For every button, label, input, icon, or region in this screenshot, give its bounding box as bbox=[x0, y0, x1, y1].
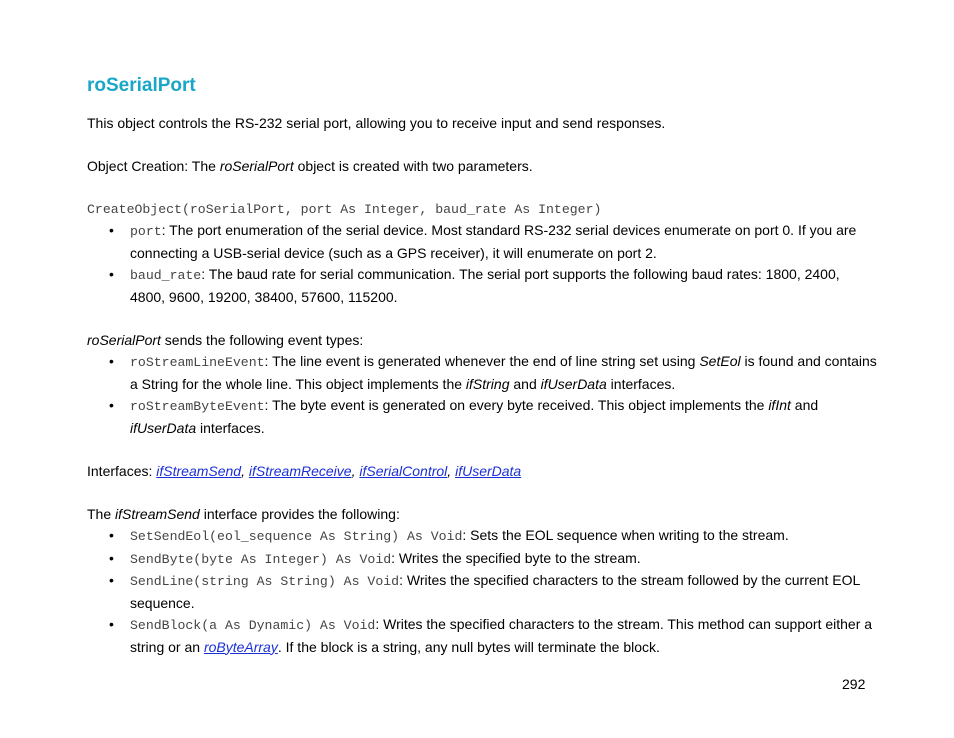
creation-object-name: roSerialPort bbox=[219, 158, 294, 174]
creation-prefix: Object Creation: The bbox=[87, 158, 220, 174]
parameter-list bbox=[87, 220, 877, 308]
list-item bbox=[130, 614, 877, 658]
event-list bbox=[87, 351, 877, 439]
send-intro-paragraph bbox=[87, 504, 877, 525]
send-intro-prefix: The bbox=[87, 506, 116, 522]
link-ifuserdata[interactable]: ifUserData bbox=[455, 463, 522, 479]
events-intro-paragraph bbox=[87, 330, 877, 351]
object-creation-paragraph bbox=[87, 156, 877, 177]
event-text: is found and contains a String for the whole line. This object implements the bbox=[130, 353, 877, 392]
event-text: interfaces. bbox=[606, 375, 676, 392]
event-italic: SetEol bbox=[699, 353, 741, 369]
list-item bbox=[130, 570, 877, 614]
page-title: roSerialPort bbox=[87, 75, 196, 96]
method-text: : Sets the EOL sequence when writing to the stream. bbox=[462, 527, 789, 543]
link-ifserialcontrol[interactable]: ifSerialControl bbox=[359, 463, 448, 479]
method-code: SendByte(byte As Integer) As Void bbox=[130, 551, 392, 567]
event-text: : The line event is generated whenever the end of line string set using bbox=[264, 353, 700, 369]
list-item bbox=[130, 395, 877, 439]
list-item bbox=[130, 264, 877, 308]
creation-suffix: object is created with two parameters. bbox=[293, 158, 533, 174]
method-text: : Writes the specified characters to the stream. This method can support either a string or an bbox=[130, 616, 873, 655]
link-ifstreamsend[interactable]: ifStreamSend bbox=[156, 463, 242, 479]
event-italic: ifUserData bbox=[540, 375, 607, 392]
events-intro-suffix: sends the following event types: bbox=[160, 332, 364, 348]
event-text: : The byte event is generated on every byte received. This object implements the bbox=[264, 397, 769, 413]
link-ifstreamreceive[interactable]: ifStreamReceive bbox=[248, 463, 352, 479]
method-text: : Writes the specified byte to the stream. bbox=[391, 549, 641, 566]
event-italic: ifString bbox=[465, 375, 510, 392]
event-italic: ifInt bbox=[768, 397, 791, 413]
list-item bbox=[130, 220, 877, 264]
link-robytearray[interactable]: roByteArray bbox=[203, 638, 278, 655]
list-item bbox=[130, 351, 877, 395]
method-code: SetSendEol(eol_sequence As String) As Void bbox=[130, 529, 463, 544]
method-text: . If the block is a string, any null bytes will terminate the block. bbox=[277, 638, 660, 655]
create-object-signature: CreateObject(roSerialPort, port As Integer, baud_rate As Integer) bbox=[87, 202, 602, 217]
param-code: port bbox=[130, 224, 162, 239]
param-text: : The baud rate for serial communication. The serial port supports the following baud rates: 1800, 2400, 4800, 9600, 19200, 38400, 57600, 115200. bbox=[130, 266, 840, 305]
method-list bbox=[87, 525, 877, 658]
event-italic: ifUserData bbox=[130, 419, 197, 436]
list-item bbox=[130, 548, 877, 571]
param-text: : The port enumeration of the serial device. Most standard RS-232 serial devices enumerate on port 0. If you are connecting a USB-serial device (such as a GPS receiver), it will enumerate on port 2. bbox=[130, 222, 857, 261]
method-code: SendLine(string As String) As Void bbox=[130, 574, 400, 589]
event-code: roStreamByteEvent bbox=[130, 399, 265, 414]
document-page bbox=[87, 74, 877, 658]
param-code: baud_rate bbox=[130, 268, 202, 283]
method-text: : Writes the specified characters to the stream followed by the current EOL sequence. bbox=[130, 572, 860, 611]
method-code: SendBlock(a As Dynamic) As Void bbox=[130, 618, 376, 633]
list-item bbox=[130, 525, 877, 548]
intro-paragraph: This object controls the RS-232 serial port, allowing you to receive input and send responses. bbox=[87, 115, 666, 131]
event-text: and bbox=[509, 375, 541, 392]
event-code: roStreamLineEvent bbox=[130, 355, 265, 370]
event-text: and bbox=[790, 397, 819, 413]
send-intro-suffix: interface provides the following: bbox=[199, 506, 400, 522]
page-number: 292 bbox=[842, 676, 866, 692]
send-interface-name: ifStreamSend bbox=[115, 506, 200, 522]
interfaces-label: Interfaces: bbox=[87, 463, 157, 479]
events-object-name: roSerialPort bbox=[87, 332, 161, 348]
event-text: interfaces. bbox=[196, 419, 265, 436]
interfaces-paragraph: Interfaces: ifStreamSend, ifStreamReceive, ifSerialControl, ifUserData bbox=[87, 463, 522, 479]
